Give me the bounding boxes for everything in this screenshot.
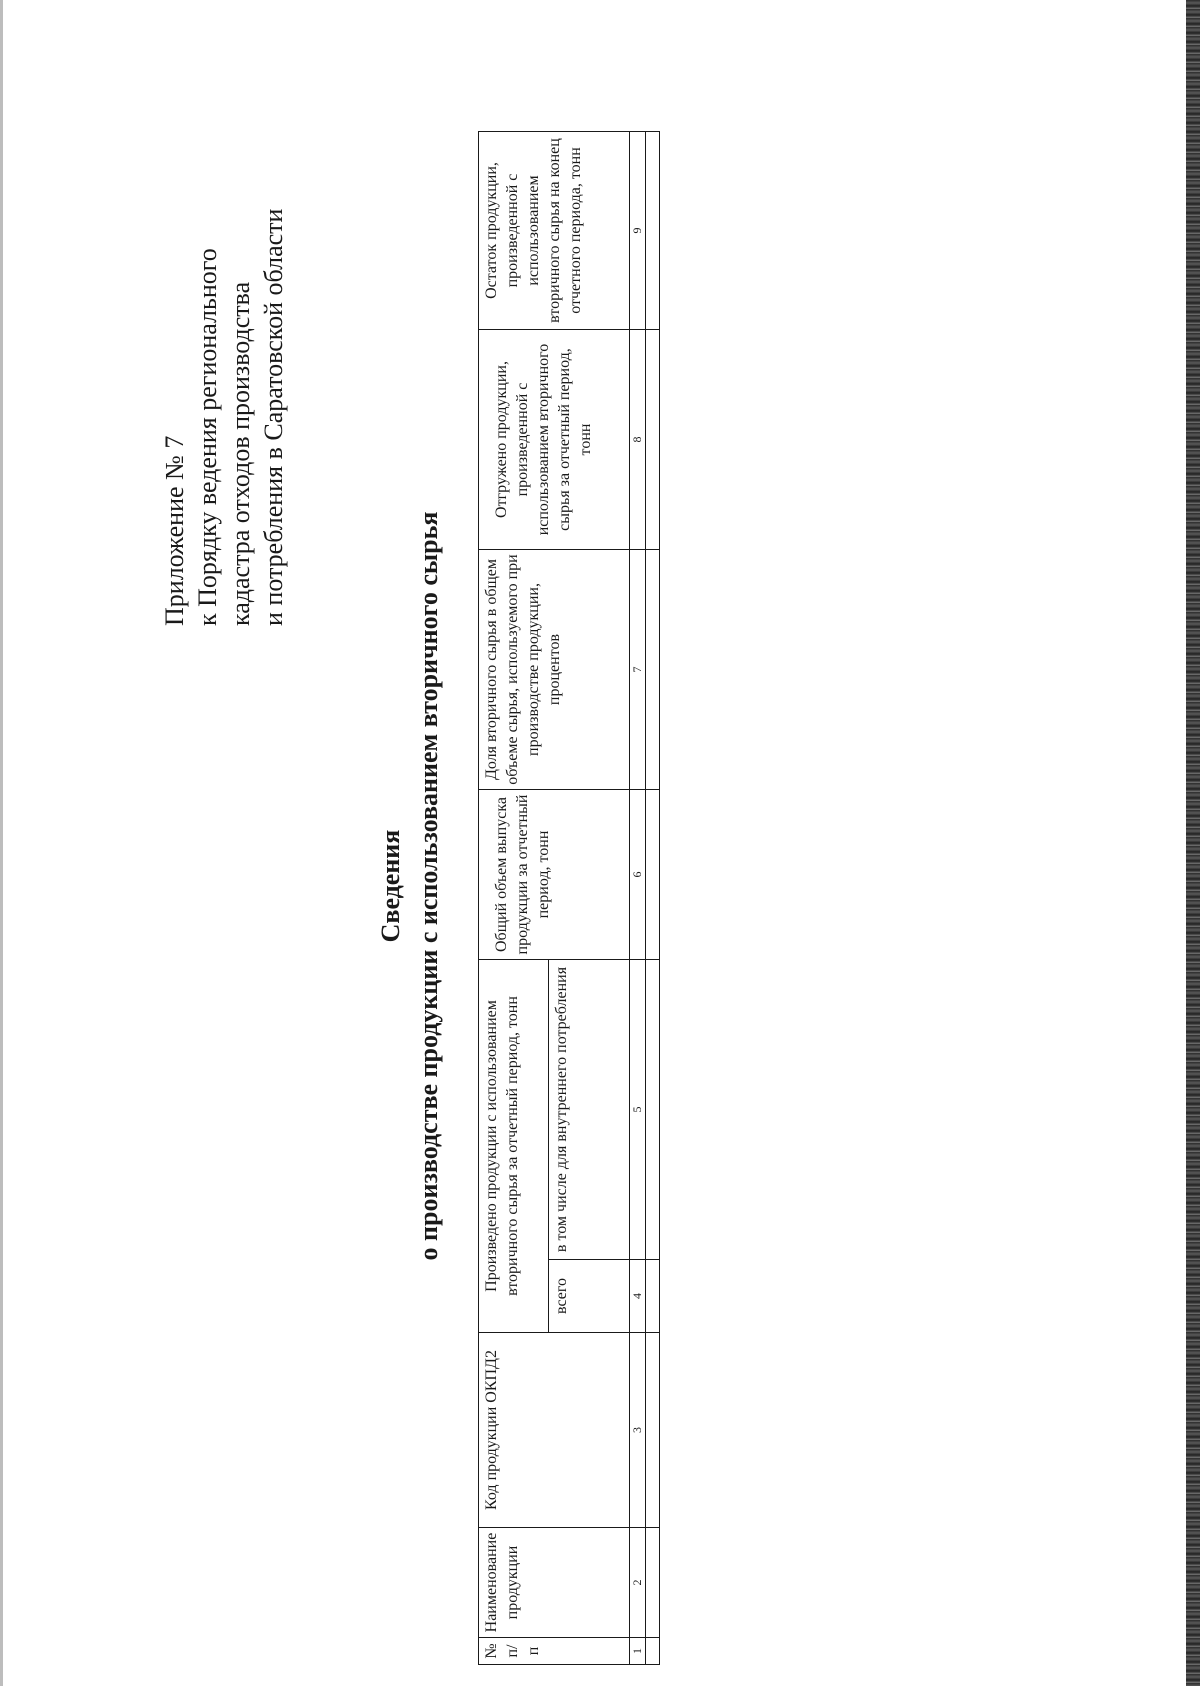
column-number-3: 3	[630, 1333, 646, 1528]
header-col-4: всего	[549, 1260, 630, 1333]
column-number-4: 4	[630, 1260, 646, 1333]
appendix-block	[158, 209, 290, 626]
header-col-9: Остаток продукции, произведенной с использованием вторичного сырья на конец отчетного периода, тонн	[479, 132, 630, 330]
appendix-line-2: к Порядку ведения регионального	[193, 248, 222, 626]
data-cell-5	[646, 960, 660, 1260]
header-col-4-5-group: Произведено продукции с использованием вторичного сырья за отчетный период, тонн	[479, 960, 549, 1333]
title-line-2: о производстве продукции с использованием вторичного сырья	[414, 511, 443, 1261]
appendix-line-4: и потребления в Саратовской области	[259, 208, 288, 626]
column-number-5: 5	[630, 960, 646, 1260]
data-cell-6	[646, 790, 660, 960]
column-number-2: 2	[630, 1528, 646, 1638]
title-line-1: Сведения	[376, 829, 405, 943]
header-col-7: Доля вторичного сырья в общем объеме сырья, используемого при производстве продукции, процентов	[479, 550, 630, 790]
data-cell-3	[646, 1333, 660, 1528]
header-col-3: Код продукции ОКПД2	[479, 1333, 630, 1528]
column-number-1: 1	[630, 1638, 646, 1665]
column-number-row	[630, 132, 646, 1665]
header-col-8: Отгружено продукции, произведенной с использованием вторичного сырья за отчетный период, тонн	[479, 330, 630, 550]
column-number-9: 9	[630, 132, 646, 330]
column-number-7: 7	[630, 550, 646, 790]
column-number-8: 8	[630, 330, 646, 550]
document-title	[372, 86, 448, 1686]
empty-data-row	[646, 132, 660, 1665]
data-cell-7	[646, 550, 660, 790]
appendix-line-1: Приложение № 7	[160, 435, 189, 626]
data-cell-2	[646, 1528, 660, 1638]
appendix-line-3: кадастра отходов производства	[226, 281, 255, 626]
column-number-6: 6	[630, 790, 646, 960]
data-cell-8	[646, 330, 660, 550]
header-col-6: Общий объем выпуска продукции за отчетный период, тонн	[479, 790, 630, 960]
header-col-2: Наименование продукции	[479, 1528, 630, 1638]
product-data-table	[478, 131, 660, 1665]
header-row-1	[479, 132, 549, 1665]
data-cell-9	[646, 132, 660, 330]
data-cell-1	[646, 1638, 660, 1665]
data-cell-4	[646, 1260, 660, 1333]
header-col-1: № п/п	[479, 1638, 630, 1665]
header-col-5: в том числе для внутреннего потребления	[549, 960, 630, 1260]
